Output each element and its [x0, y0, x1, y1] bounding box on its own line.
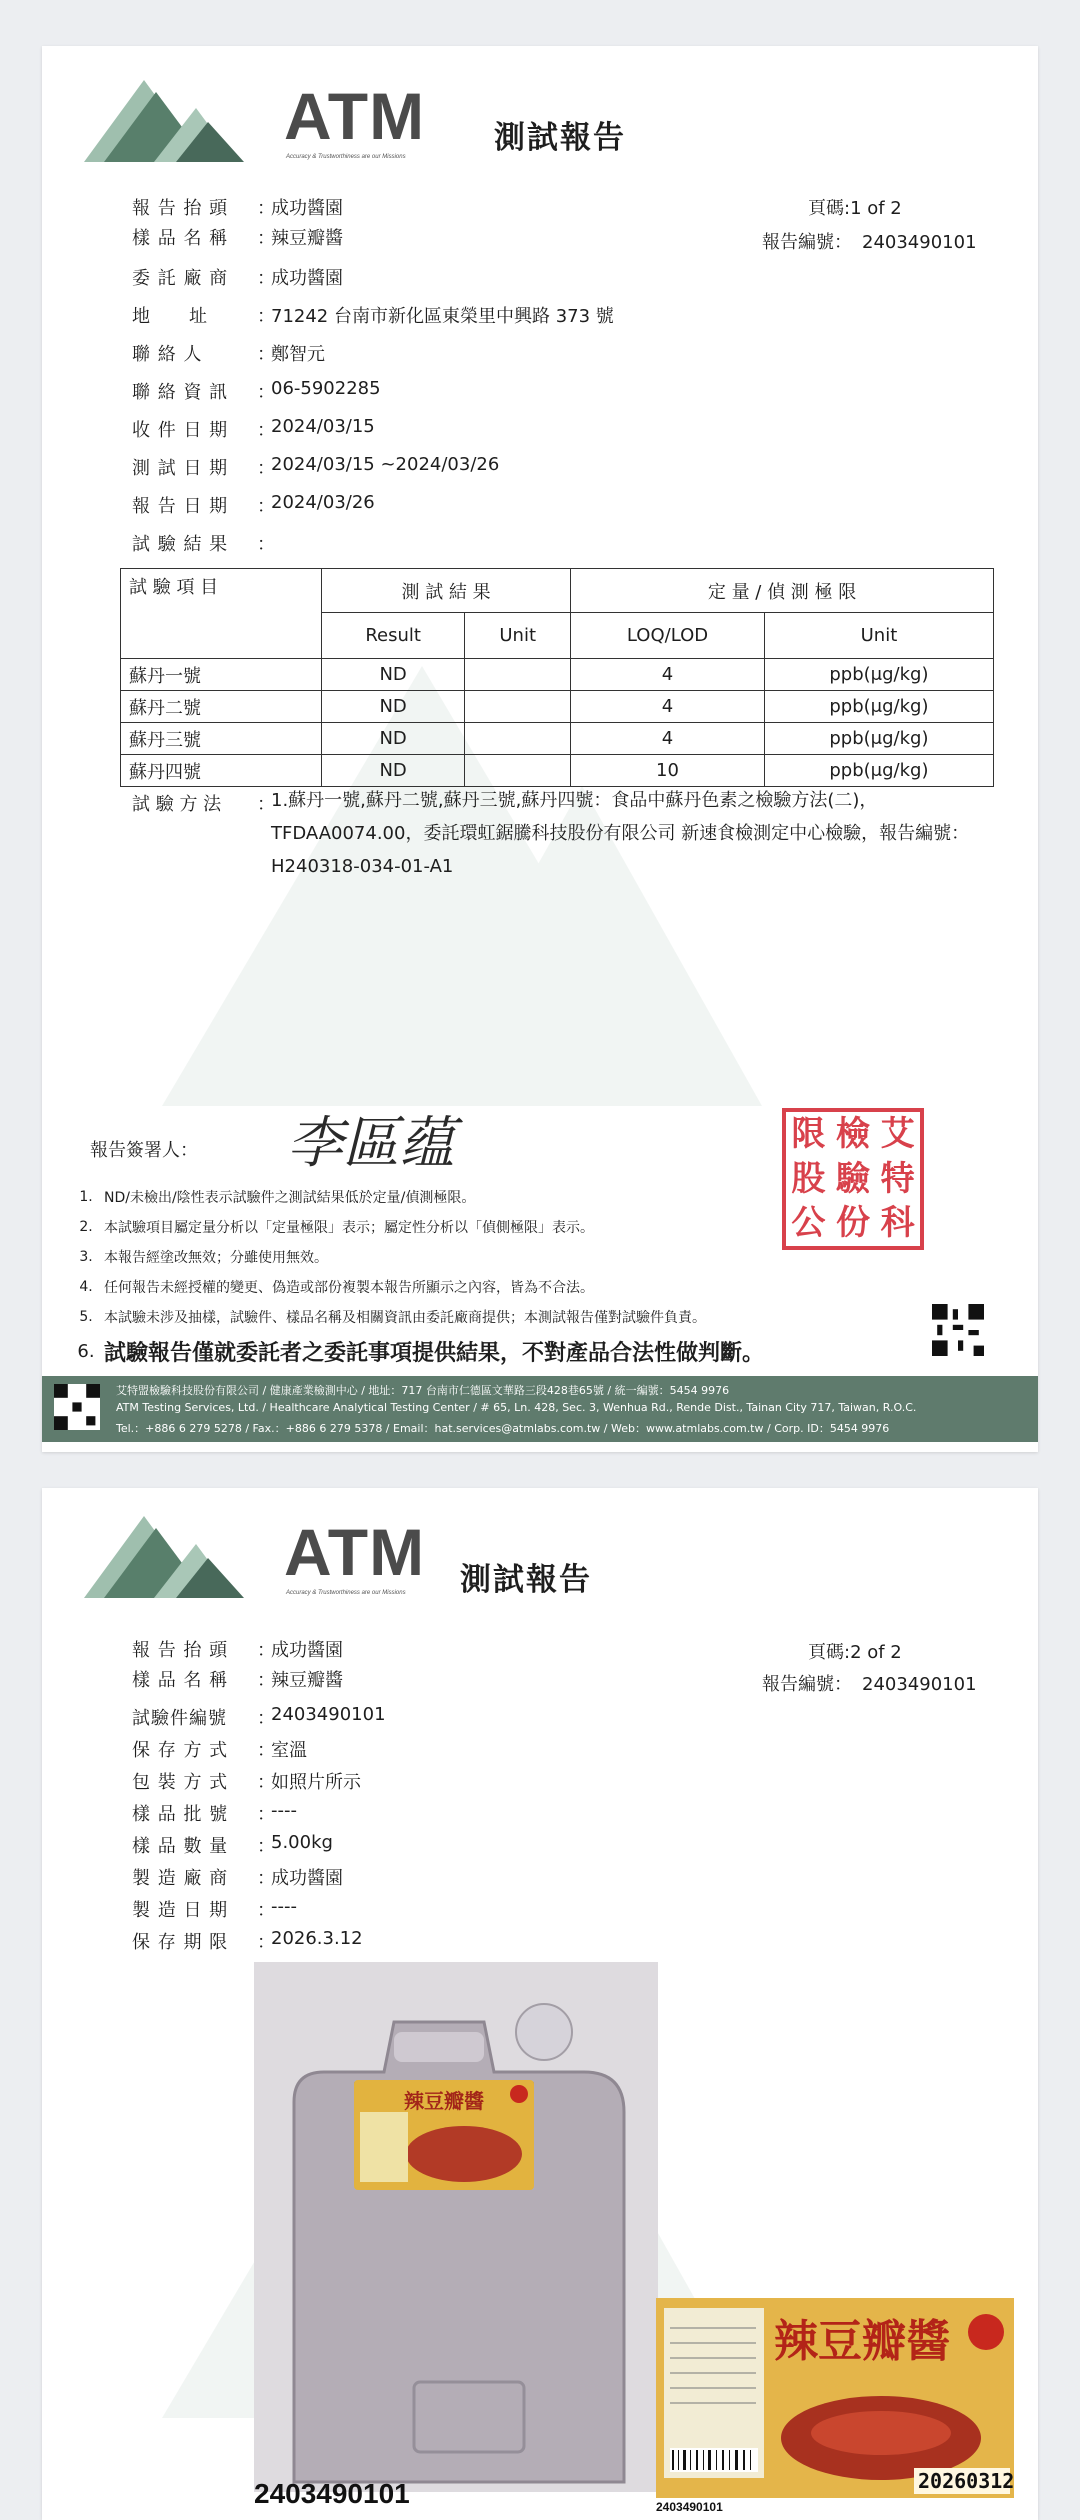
note-item: 6. 試驗報告僅就委託者之委託事項提供結果，不對產品合法性做判斷。 [77, 1340, 765, 1366]
table-row: 蘇丹二號 ND 4 ppb(μg/kg) [121, 691, 994, 723]
report-number: 報告編號： 2403490101 [762, 232, 977, 253]
table-row: 蘇丹三號 ND 4 ppb(μg/kg) [121, 723, 994, 755]
note-item: 3. 本報告經塗改無效；分雖使用無效。 [79, 1249, 328, 1266]
report-page-1 [42, 46, 1038, 1452]
note-item: 1. ND/未檢出/陰性表示試驗件之測試結果低於定量/偵測極限。 [79, 1189, 476, 1206]
label-closeup-photo [656, 2298, 1014, 2498]
company-footer [42, 1376, 1038, 1442]
company-stamp: 限 檢 艾 股 驗 特 公 份 科 [782, 1108, 924, 1250]
field-row: 聯 絡 資 訊 ： 06-5902285 [132, 378, 381, 403]
signer-label: 報告簽署人： [90, 1140, 198, 1161]
header-loq: LOQ/LOD [571, 613, 765, 659]
method-line: H240318-034-01-A1 [271, 856, 454, 877]
footer-line: Tel.：+886 6 279 5278 / Fax.：+886 6 279 5378 / Email：hat.services@atmlabs.com.tw / Web：www.atmlabs.com.tw / Corp. ID：5454 9976 [116, 1422, 890, 1435]
page-number: 頁碼:2 of 2 [808, 1642, 902, 1663]
note-item: 4. 任何報告未經授權的變更、偽造或部份複製本報告所顯示之內容，皆為不合法。 [79, 1279, 594, 1296]
footer-line: 艾特盟檢驗科技股份有限公司 / 健康產業檢測中心 / 地址：717 台南市仁德區文華路三段428巷65號 / 統一編號：5454 9976 [116, 1384, 730, 1397]
page-number: 頁碼:1 of 2 [808, 198, 902, 219]
atm-logo [84, 1504, 426, 1604]
method-line: 1.蘇丹一號,蘇丹二號,蘇丹三號,蘇丹四號：食品中蘇丹色素之檢驗方法(二)， [271, 790, 878, 811]
report-page-2 [42, 1488, 1038, 2520]
field-row: 保 存 方 式 ： 室溫 [132, 1740, 307, 1761]
field-row: 報 告 抬 頭 ： 成功醬園 [132, 198, 343, 219]
svg-text:20260312: 20260312 [918, 2469, 1014, 2493]
header-limit: 定 量 / 偵 測 極 限 [571, 569, 994, 613]
field-row: 樣 品 批 號 ： ---- [132, 1800, 297, 1825]
field-row: 包 裝 方 式 ： 如照片所示 [132, 1772, 361, 1793]
field-row: 樣 品 名 稱 ： 辣豆瓣醬 [132, 1670, 343, 1691]
svg-text:辣豆瓣醬: 辣豆瓣醬 [404, 2089, 484, 2113]
sample-photo [254, 1962, 658, 2492]
table-row: 蘇丹一號 ND 4 ppb(μg/kg) [121, 659, 994, 691]
field-row: 報 告 抬 頭 ： 成功醬園 [132, 1640, 343, 1661]
field-row: 樣 品 名 稱 ： 辣豆瓣醬 [132, 228, 343, 249]
field-row: 地 址 ： 71242 台南市新化區東榮里中興路 373 號 [132, 306, 614, 327]
field-row: 收 件 日 期 ： 2024/03/15 [132, 416, 375, 441]
header-test-item: 試 驗 項 目 [121, 569, 322, 659]
notes-list [68, 1182, 968, 1366]
field-row: 製 造 廠 商 ： 成功醬園 [132, 1868, 343, 1889]
page-title: 測試報告 [494, 120, 626, 156]
field-row: 試驗件編號 ： 2403490101 [132, 1704, 386, 1729]
header-unit2: Unit [764, 613, 993, 659]
photo-caption: 2403490101 [254, 2478, 410, 2509]
signature [282, 1096, 492, 1186]
logo-tagline: Accuracy & Trustworthiness are our Missions [286, 1590, 406, 1596]
field-row: 保 存 期 限 ： 2026.3.12 [132, 1928, 363, 1953]
product-label [354, 2080, 534, 2190]
table-row: 蘇丹四號 ND 10 ppb(μg/kg) [121, 755, 994, 787]
page-title: 測試報告 [460, 1562, 592, 1598]
svg-text:辣豆瓣醬: 辣豆瓣醬 [774, 2316, 950, 2367]
note-item: 5. 本試驗未涉及抽樣，試驗件、樣品名稱及相關資訊由委託廠商提供；本測試報告僅對試驗件負責。 [79, 1309, 706, 1326]
note-item: 2. 本試驗項目屬定量分析以「定量極限」表示；屬定性分析以「偵側極限」表示。 [79, 1219, 594, 1236]
logo-wordmark: ATM [284, 1515, 426, 1589]
field-row: 報 告 日 期 ： 2024/03/26 [132, 492, 375, 517]
field-row: 測 試 日 期 ： 2024/03/15 ~2024/03/26 [132, 454, 500, 479]
results-table [120, 568, 994, 787]
header-unit: Unit [465, 613, 571, 659]
field-row: 樣 品 數 量 ： 5.00kg [132, 1832, 333, 1857]
test-method: 試 驗 方 法 ： 1.蘇丹一號,蘇丹二號,蘇丹三號,蘇丹四號：食品中蘇丹色素之檢驗方法(二)， TFDAA0074.00，委託環虹鋸騰科技股份有限公司 新速食檢測定中心檢驗，報告編號： H240318-034-01-A1 [132, 790, 1012, 883]
logo-wordmark: ATM [284, 79, 426, 153]
field-row: 聯 絡 人 ： 鄭智元 [132, 344, 325, 365]
field-row: 委 託 廠 商 ： 成功醬園 [132, 268, 343, 289]
field-row: 製 造 日 期 ： ---- [132, 1896, 297, 1921]
logo-tagline: Accuracy & Trustworthiness are our Missions [286, 154, 406, 160]
qr-code-icon [932, 1304, 984, 1356]
footer-line: ATM Testing Services, Ltd. / Healthcare Analytical Testing Center / # 65, Ln. 428, Sec. 3, Wenhua Rd., Rende Dist., Tainan City 717, Taiwan, R.O.C. [116, 1401, 917, 1414]
footer-qr-icon [54, 1384, 100, 1430]
report-number: 報告編號： 2403490101 [762, 1674, 977, 1695]
header-test-result: 測 試 結 果 [322, 569, 571, 613]
svg-text:李區蕴: 李區蕴 [287, 1111, 455, 1176]
label-caption: 2403490101 [656, 2500, 723, 2514]
atm-logo [84, 68, 426, 168]
method-line: TFDAA0074.00，委託環虹鋸騰科技股份有限公司 新速食檢測定中心檢驗，報告編號： [271, 823, 970, 844]
field-row: 試 驗 結 果 ： [132, 534, 275, 555]
header-result: Result [322, 613, 465, 659]
